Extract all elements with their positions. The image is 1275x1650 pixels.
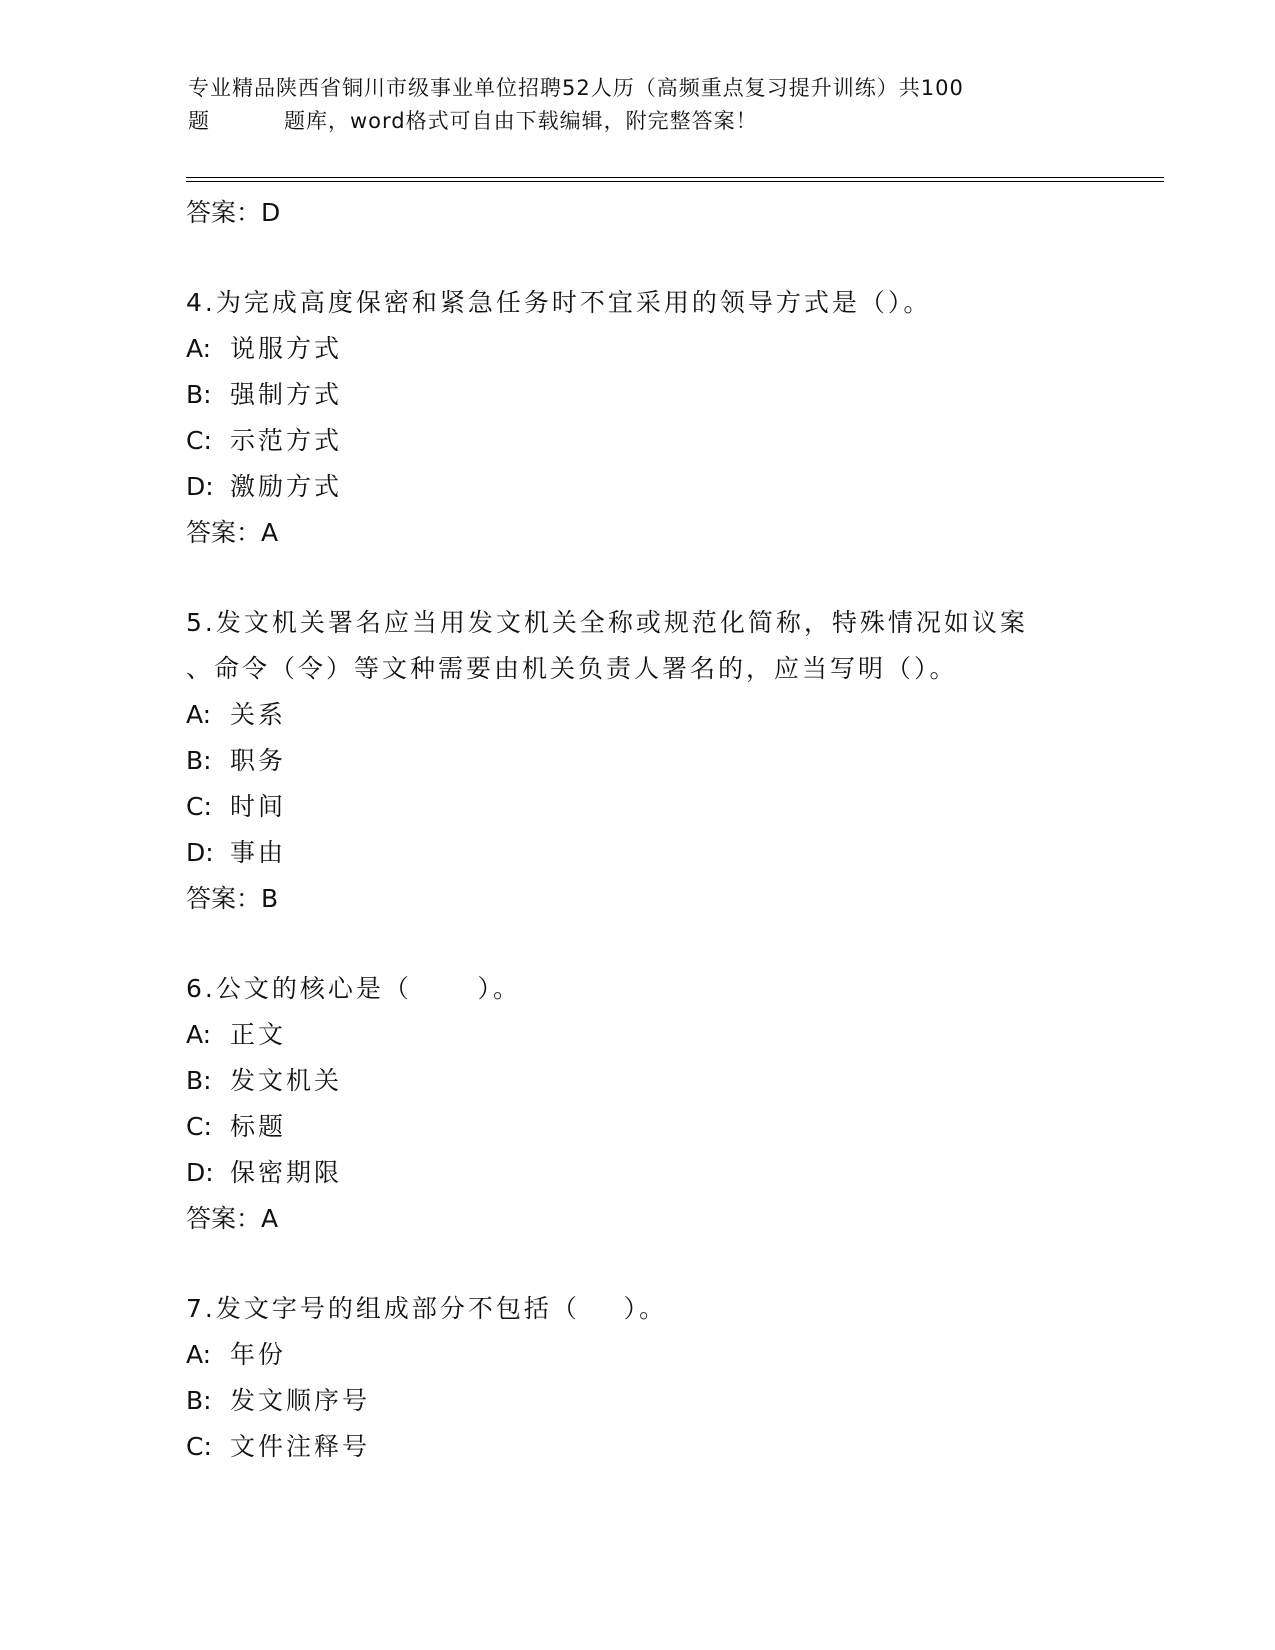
header-divider-bottom <box>186 181 1164 182</box>
question-stem <box>186 1286 1166 1332</box>
option-item <box>186 326 1166 372</box>
question-stem-line: 7.发文字号的组成部分不包括（ ）。 <box>186 1294 668 1323</box>
question-stem-line: 4.为完成高度保密和紧急任务时不宜采用的领导方式是（）。 <box>186 288 932 317</box>
option-text: 示范方式 <box>230 426 343 455</box>
option-text: 强制方式 <box>230 380 343 409</box>
option-text: 职务 <box>230 746 287 775</box>
option-key: A: <box>186 1020 212 1049</box>
option-text: 说服方式 <box>230 334 343 363</box>
option-text: 发文顺序号 <box>230 1386 371 1415</box>
header-line-2-tail: 题库，word格式可自由下载编辑，附完整答案！ <box>284 109 758 133</box>
question-stem-line: 、命令（令）等文种需要由机关负责人署名的，应当写明（）。 <box>186 654 958 683</box>
header-line-1: 专业精品陕西省铜川市级事业单位招聘52人历（高频重点复习提升训练）共100 <box>188 76 964 100</box>
option-text: 标题 <box>230 1112 287 1141</box>
answer-line: 答案：A <box>186 1204 279 1233</box>
option-key: D: <box>186 1158 214 1187</box>
option-text: 正文 <box>230 1020 287 1049</box>
option-item <box>186 372 1166 418</box>
question-list <box>186 190 1166 1470</box>
questions-container <box>186 280 1166 1470</box>
option-item <box>186 1424 1166 1470</box>
option-item <box>186 464 1166 510</box>
option-key: C: <box>186 792 212 821</box>
option-key: C: <box>186 1112 212 1141</box>
option-item <box>186 830 1166 876</box>
option-item <box>186 1104 1166 1150</box>
option-key: A: <box>186 1340 212 1369</box>
question-block <box>186 1286 1166 1470</box>
option-key: B: <box>186 1066 212 1095</box>
option-key: B: <box>186 746 212 775</box>
option-key: A: <box>186 700 212 729</box>
option-key: A: <box>186 334 212 363</box>
option-text: 关系 <box>230 700 287 729</box>
option-key: B: <box>186 1386 212 1415</box>
header-line-2 <box>188 105 1168 138</box>
question-stem <box>186 600 1166 692</box>
question-stem <box>186 280 1166 326</box>
option-text: 年份 <box>230 1340 287 1369</box>
option-item <box>186 692 1166 738</box>
header-line-2-head: 题 <box>188 109 210 133</box>
option-text: 文件注释号 <box>230 1432 371 1461</box>
question-stem <box>186 966 1166 1012</box>
answer-line: 答案：B <box>186 884 279 913</box>
answer-line: 答案：A <box>186 518 279 547</box>
question-stem-line: 5.发文机关署名应当用发文机关全称或规范化简称，特殊情况如议案 <box>186 608 1028 637</box>
option-item <box>186 1332 1166 1378</box>
option-item <box>186 1058 1166 1104</box>
option-text: 发文机关 <box>230 1066 343 1095</box>
option-text: 保密期限 <box>230 1158 343 1187</box>
option-item <box>186 784 1166 830</box>
option-item <box>186 1378 1166 1424</box>
option-key: D: <box>186 472 214 501</box>
header-divider-top <box>186 177 1164 178</box>
option-text: 激励方式 <box>230 472 343 501</box>
option-key: B: <box>186 380 212 409</box>
page-header <box>188 72 1168 138</box>
option-key: C: <box>186 1432 212 1461</box>
question-block <box>186 600 1166 922</box>
question-block <box>186 966 1166 1242</box>
option-key: D: <box>186 838 214 867</box>
question-block <box>186 280 1166 556</box>
option-text: 事由 <box>230 838 287 867</box>
option-item <box>186 1150 1166 1196</box>
option-item <box>186 1012 1166 1058</box>
option-key: C: <box>186 426 212 455</box>
option-item <box>186 418 1166 464</box>
option-item <box>186 738 1166 784</box>
answer-line: 答案：D <box>186 198 281 227</box>
question-stem-line: 6.公文的核心是（ ）。 <box>186 974 522 1003</box>
option-text: 时间 <box>230 792 287 821</box>
